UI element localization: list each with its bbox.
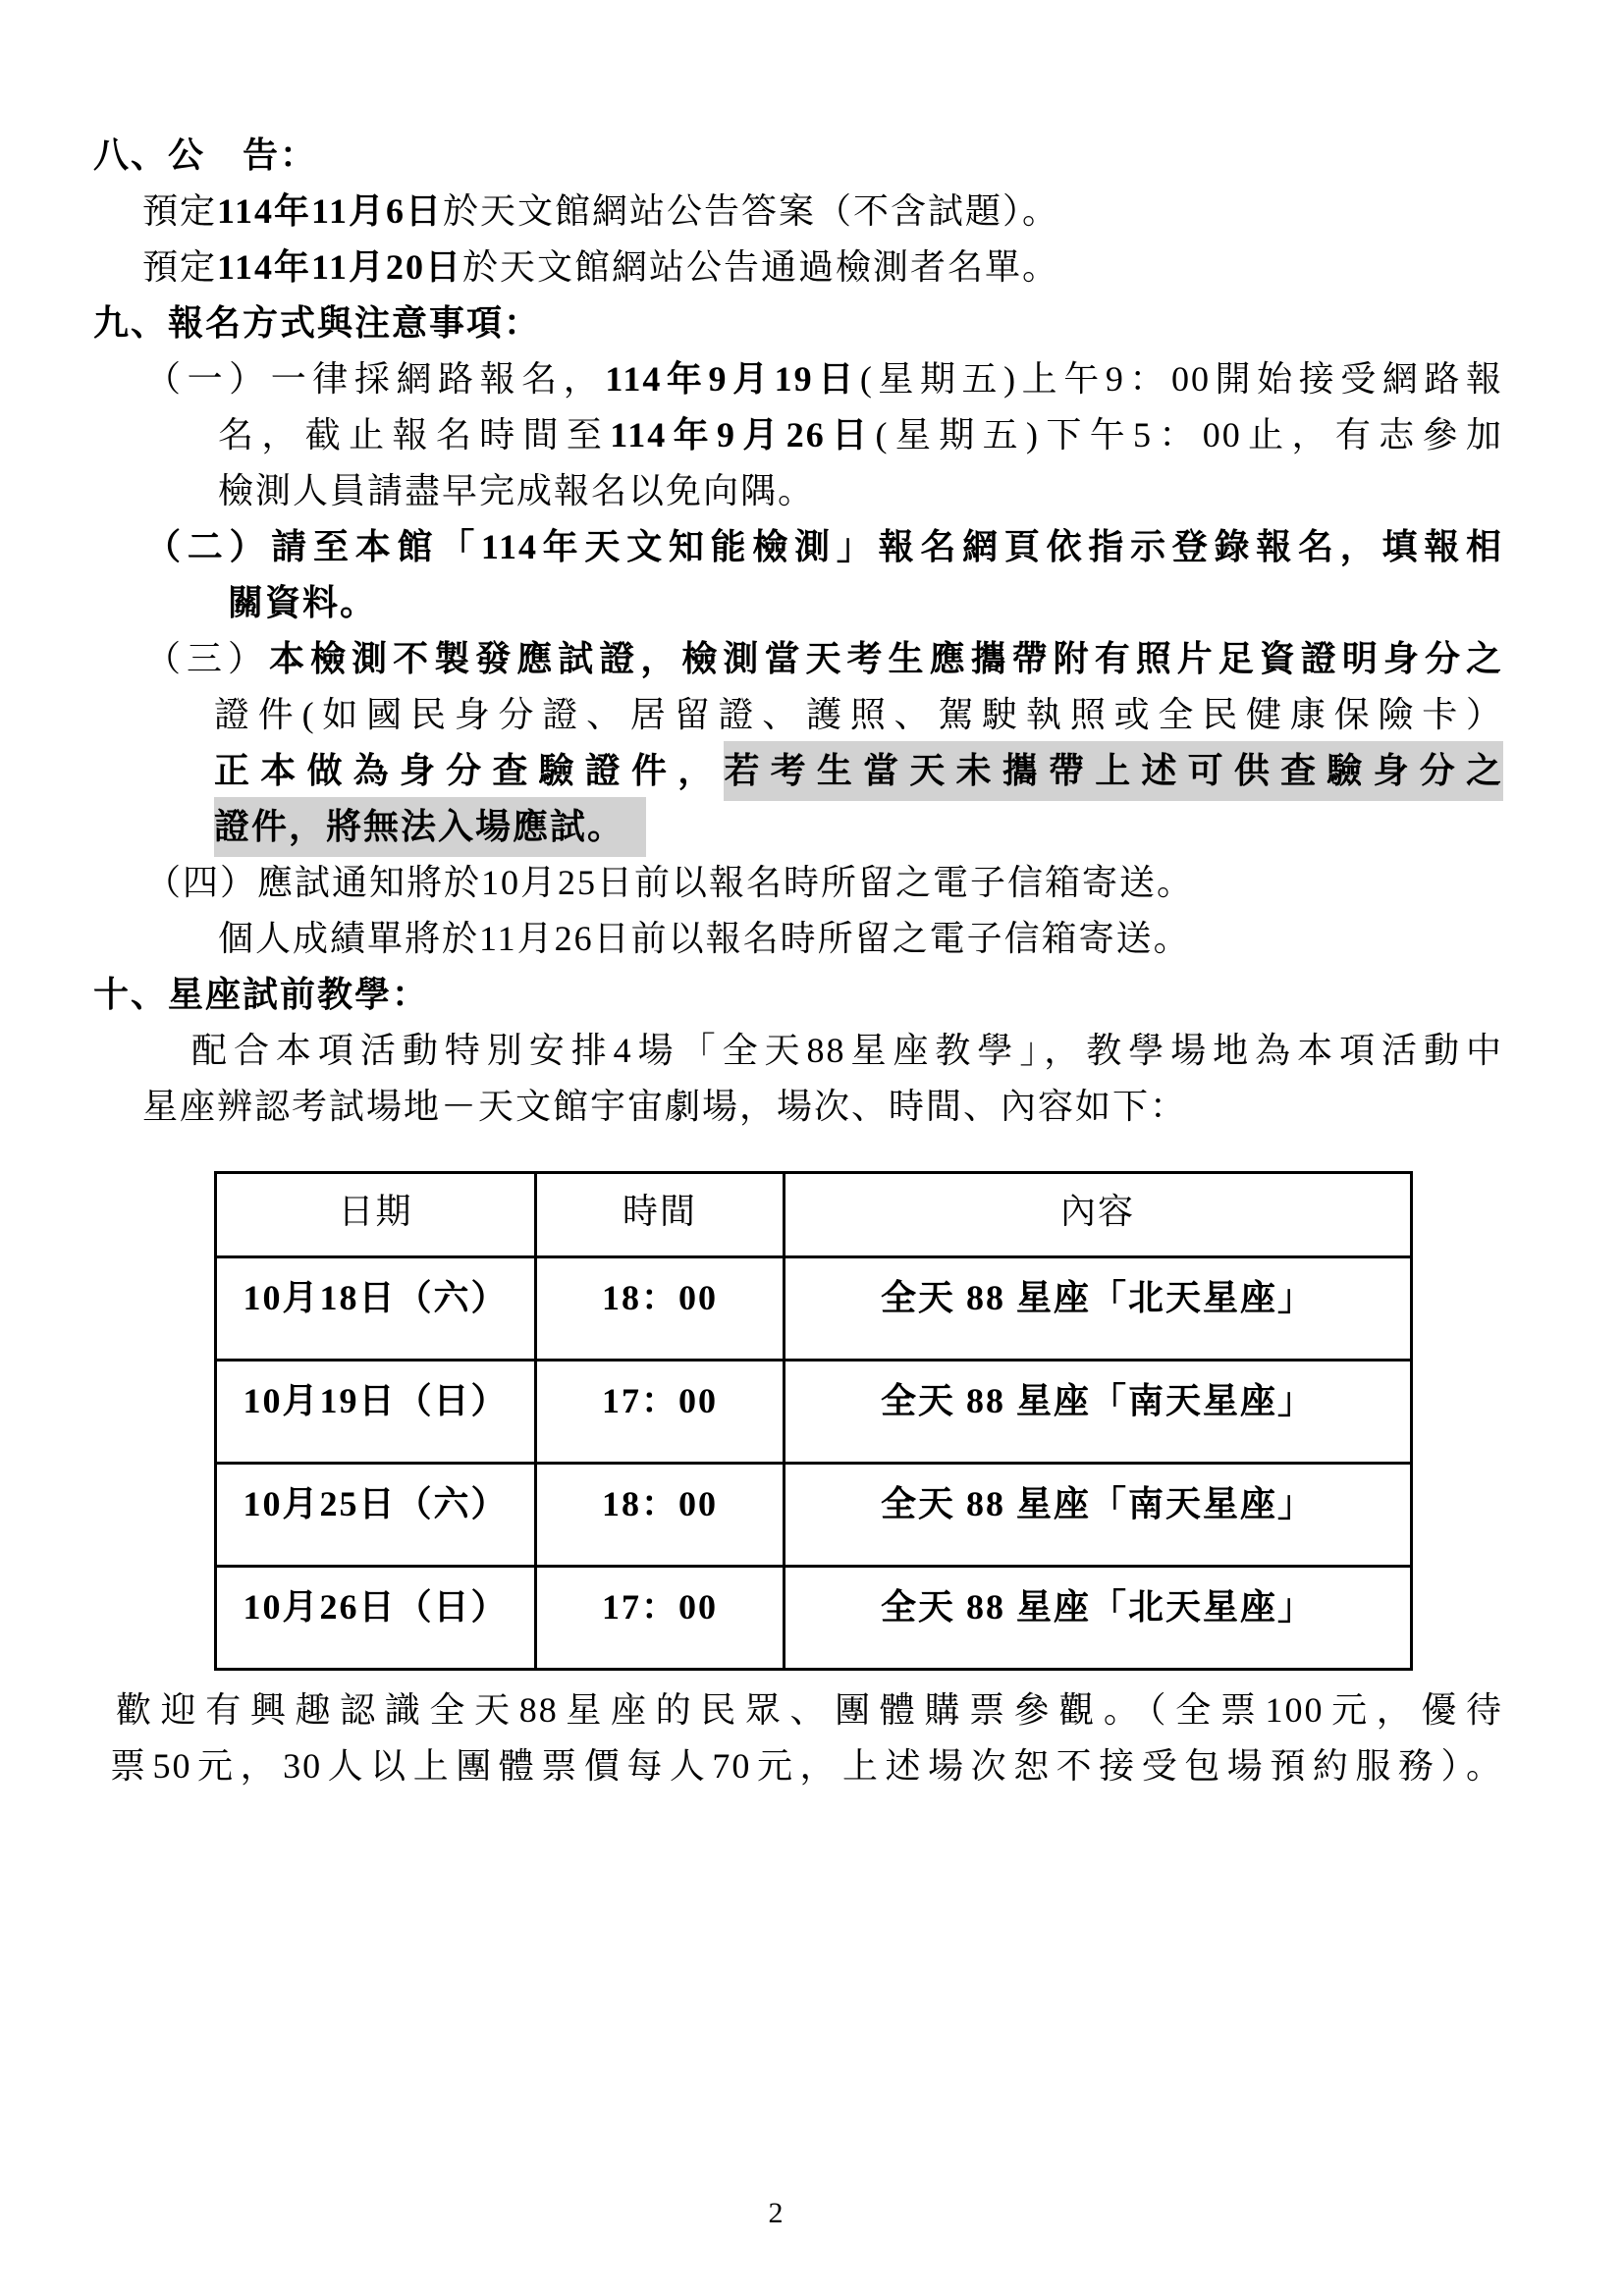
highlighted-warning-text: 證件，將無法入場應試。 [214,797,646,857]
time-cell: 18：00 [536,1257,785,1361]
time-cell: 17：00 [536,1567,785,1670]
section-8-line-2 [93,240,1503,295]
date-cell: 10月25日（六） [216,1464,536,1567]
page-number: 2 [768,2197,784,2229]
item-2-line-1: （二）請至本館「114年天文知能檢測」報名網頁依指示登錄報名，填報相 [145,527,1503,566]
table-header-row [216,1173,1412,1257]
table-header-content: 內容 [785,1173,1412,1257]
table-row [216,1567,1412,1670]
section-10-paragraph-line-1: 配合本項活動特別安排4場「全天88星座教學」，教學場地為本項活動中 [191,1031,1503,1070]
item-3-line-2: 證件(如國民身分證、居留證、護照、駕駛執照或全民健康保險卡） [214,695,1503,734]
bold-date: 114年9月19日 [605,359,860,399]
section-9-heading: 九、報名方式與注意事項： [93,303,542,343]
date-cell: 10月19日（日） [216,1361,536,1464]
ticket-note [93,1684,1503,1796]
bold-text: 本檢測不製發應試證，檢測當天考生應攜帶附有照片足資證明身分之 [269,639,1503,678]
table-header-time: 時間 [536,1173,785,1257]
content-cell: 全天 88 星座「南天星座」 [785,1464,1412,1567]
text-segment: 預定 [142,191,218,231]
text-segment: 名，截止報名時間至 [218,415,611,454]
item-4-line-2: 個人成績單將於11月26日前以報名時所留之電子信箱寄送。 [218,919,1191,958]
bold-date: 114年11月20日 [217,247,463,287]
item-1-line-3: 檢測人員請盡早完成報名以免向隅。 [218,471,816,510]
item-1-line-1 [93,351,1503,407]
table-row [216,1257,1412,1361]
item-3-line-3 [93,743,1503,799]
time-cell: 18：00 [536,1464,785,1567]
table-header-date: 日期 [216,1173,536,1257]
section-10-paragraph-line-2: 星座辨認考試場地－天文館宇宙劇場，場次、時間、內容如下： [142,1087,1188,1126]
ticket-note-line-1: 歡迎有興趣認識全天88星座的民眾、團體購票參觀。（全票100元，優待 [116,1690,1503,1730]
date-cell: 10月26日（日） [216,1567,536,1670]
date-cell: 10月18日（六） [216,1257,536,1361]
table-row [216,1361,1412,1464]
text-segment: 於天文館網站公告答案（不含試題）。 [443,191,1060,231]
text-segment: 於天文館網站公告通過檢測者名單。 [462,247,1060,287]
item-3-line-1 [93,631,1503,687]
item-3-marker: （三） [145,639,270,678]
ticket-note-line-2: 票50元，30人以上團體票價每人70元，上述場次恕不接受包場預約服務）。 [110,1746,1503,1786]
bold-date: 114年11月6日 [217,191,444,231]
text-segment: (星期五)上午9：00開始接受網路報 [859,359,1503,399]
text-segment: (星期五)下午5：00止，有志參加 [875,415,1503,454]
highlighted-warning-text: 若考生當天未攜帶上述可供查驗身分之 [724,741,1503,801]
item-1-line-2 [93,407,1503,463]
section-8-line-1 [93,184,1503,240]
bold-text: 正本做為身分查驗證件， [214,751,725,790]
item-4-line-1: （四）應試通知將於10月25日前以報名時所留之電子信箱寄送。 [145,863,1195,902]
content-cell: 全天 88 星座「南天星座」 [785,1361,1412,1464]
text-segment: （一）一律採網路報名， [145,359,606,399]
bold-date: 114年9月26日 [610,415,876,454]
table-row [216,1464,1412,1567]
time-cell: 17：00 [536,1361,785,1464]
schedule-table [214,1171,1413,1671]
section-10-heading: 十、星座試前教學： [93,975,430,1014]
item-3-line-4 [93,799,1503,855]
content-cell: 全天 88 星座「北天星座」 [785,1257,1412,1361]
section-8-heading: 八、公 告： [93,135,318,175]
document-content [93,128,1503,1796]
content-cell: 全天 88 星座「北天星座」 [785,1567,1412,1670]
text-segment: 預定 [142,247,218,287]
item-2-line-2: 關資料。 [228,583,378,622]
